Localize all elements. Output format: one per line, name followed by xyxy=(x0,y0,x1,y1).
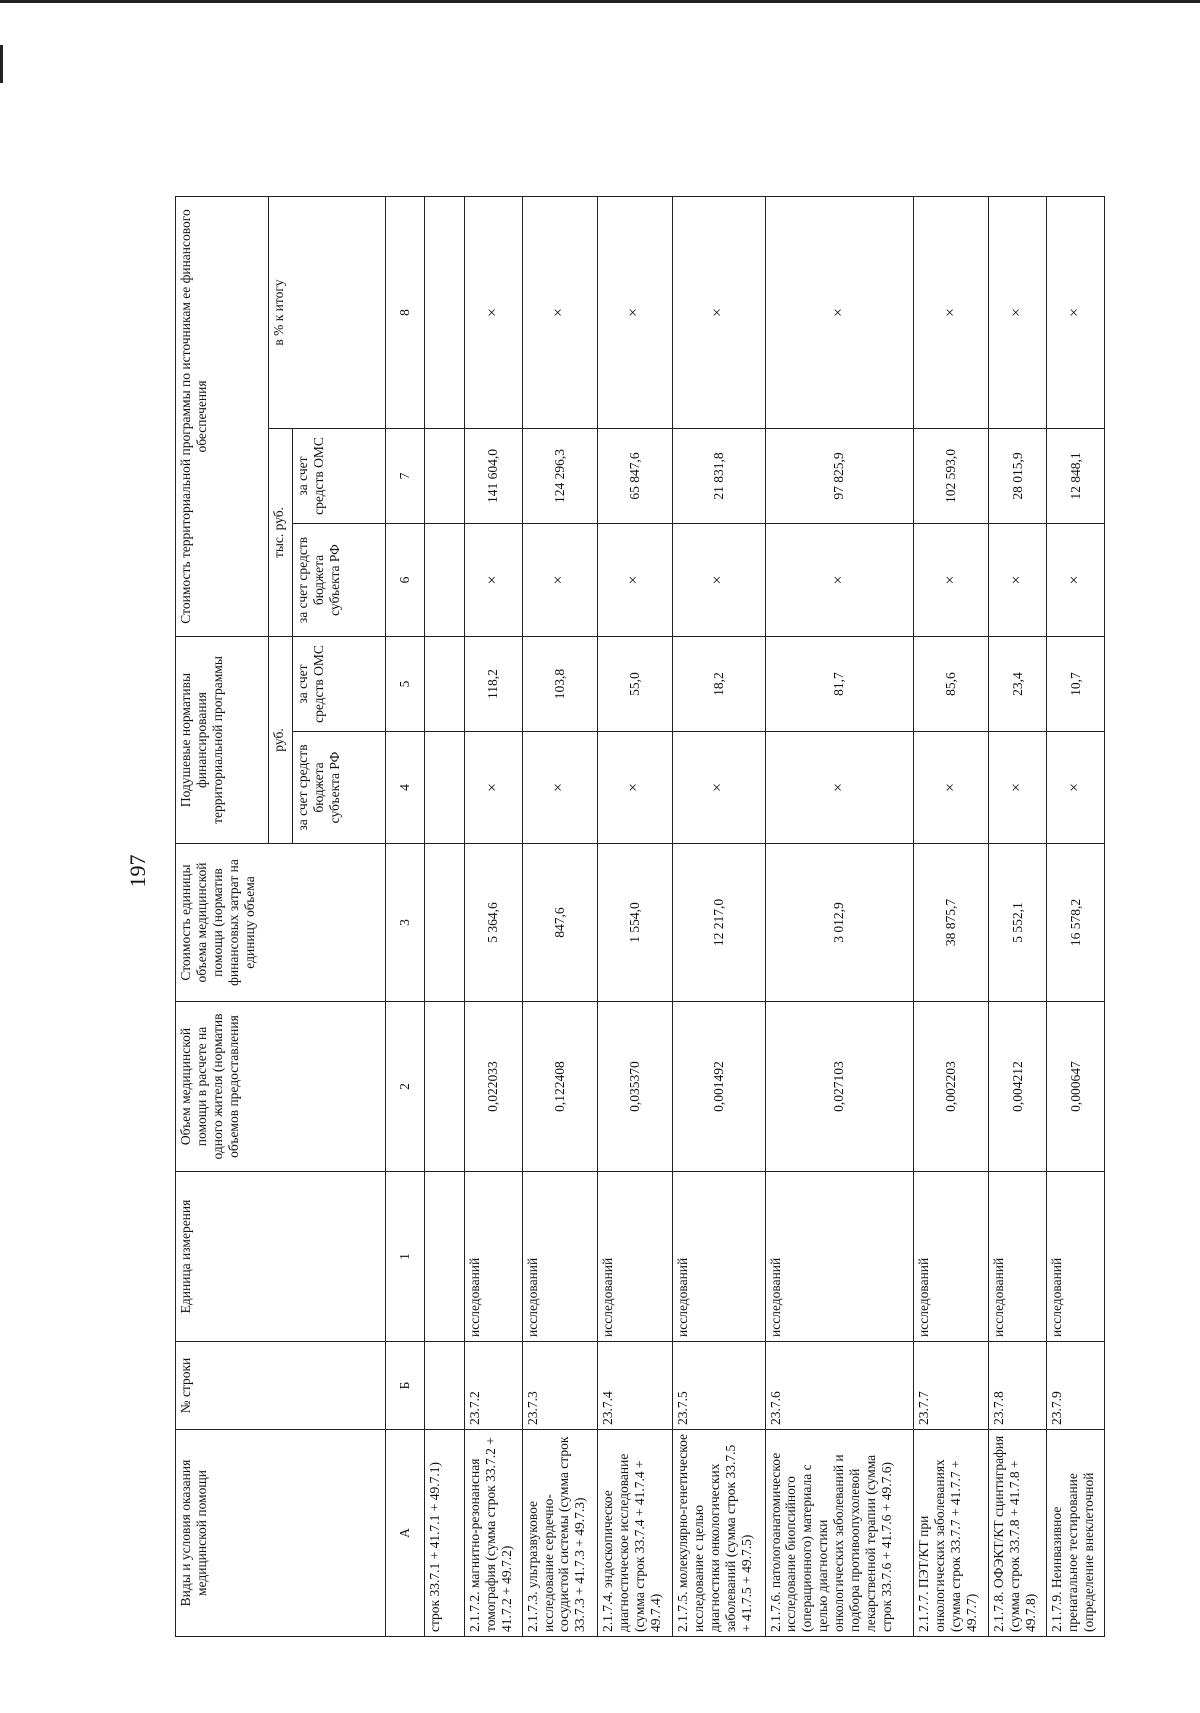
header-program-cost: Стоимость территориальной программы по источникам ее финансового обеспечения xyxy=(176,196,269,636)
row-volume: 0,004212 xyxy=(989,1002,1047,1172)
row-volume: 0,035370 xyxy=(597,1002,672,1172)
row-unit-cost: 1 554,0 xyxy=(597,844,672,1002)
header-budget-thous: за счет средств бюджета субъекта РФ xyxy=(293,523,386,636)
row-unit: исследований xyxy=(464,1172,522,1342)
row-unit: исследований xyxy=(672,1172,765,1342)
row-unit-cost: 847,6 xyxy=(522,844,597,1002)
row-oms-thous: 124 296,3 xyxy=(522,428,597,523)
row-volume: 0,000647 xyxy=(1047,1002,1105,1172)
header-per-capita-norms: Подушевые нормативы финансирования территориальной программы xyxy=(176,636,269,843)
row-name: 2.1.7.8. ОФЭКТ/КТ сцинтиграфия (сумма строк 33.7.8 + 41.7.8 + 49.7.8) xyxy=(989,1430,1047,1637)
row-line-no: 23.7.8 xyxy=(989,1342,1047,1430)
col-num: А xyxy=(386,1430,425,1637)
table-row xyxy=(1047,196,1105,1636)
row-unit: исследований xyxy=(989,1172,1047,1342)
row-budget-rub: × xyxy=(464,732,522,844)
row-oms-rub: 85,6 xyxy=(914,636,989,731)
row-oms-rub: 18,2 xyxy=(672,636,765,731)
row-name: 2.1.7.7. ПЭТ/КТ при онкологических заболеваниях (сумма строк 33.7.7 + 41.7.7 + 49.7.7) xyxy=(914,1430,989,1637)
row-oms-thous: 97 825,9 xyxy=(765,428,914,523)
row-oms-thous: 28 015,9 xyxy=(989,428,1047,523)
row-volume: 0,002203 xyxy=(914,1002,989,1172)
row-name: 2.1.7.4. эндоскопическое диагностическое исследование (сумма строк 33.7.4 + 41.7.4 + 49.7.4) xyxy=(597,1430,672,1637)
row-budget-rub: × xyxy=(914,732,989,844)
row-budget-thous: × xyxy=(914,523,989,636)
row-percent-total: × xyxy=(914,196,989,428)
row-oms-rub: 81,7 xyxy=(765,636,914,731)
row-line-no: 23.7.3 xyxy=(522,1342,597,1430)
row-oms-thous: 21 831,8 xyxy=(672,428,765,523)
row-volume: 0,122408 xyxy=(522,1002,597,1172)
row-budget-thous: × xyxy=(597,523,672,636)
table-row xyxy=(989,196,1047,1636)
row-name: 2.1.7.2. магнитно-резонансная томография (сумма строк 33.7.2 + 41.7.2 + 49.7.2) xyxy=(464,1430,522,1637)
row-line-no: 23.7.6 xyxy=(765,1342,914,1430)
row-line-no: 23.7.4 xyxy=(597,1342,672,1430)
table-row xyxy=(765,196,914,1636)
row-oms-thous: 12 848,1 xyxy=(1047,428,1105,523)
header-services: Виды и условия оказания медицинской помощи xyxy=(176,1430,386,1637)
col-num: 7 xyxy=(386,428,425,523)
continuation-text: строк 33.7.1 + 41.7.1 + 49.7.1) xyxy=(425,1430,464,1637)
row-budget-rub: × xyxy=(522,732,597,844)
row-oms-rub: 10,7 xyxy=(1047,636,1105,731)
cost-table xyxy=(175,196,1105,1637)
col-num: 8 xyxy=(386,196,425,428)
row-percent-total: × xyxy=(522,196,597,428)
row-budget-thous: × xyxy=(522,523,597,636)
table-row xyxy=(522,196,597,1636)
row-unit: исследований xyxy=(522,1172,597,1342)
row-volume: 0,001492 xyxy=(672,1002,765,1172)
header-volume: Объем медицинской помощи в расчете на одного жителя (норматив объемов предоставления xyxy=(176,1002,386,1172)
row-volume: 0,022033 xyxy=(464,1002,522,1172)
col-num: 6 xyxy=(386,523,425,636)
header-rub: руб. xyxy=(269,636,293,843)
row-oms-rub: 103,8 xyxy=(522,636,597,731)
row-budget-rub: × xyxy=(765,732,914,844)
row-line-no: 23.7.5 xyxy=(672,1342,765,1430)
row-budget-rub: × xyxy=(1047,732,1105,844)
header-budget-rub: за счет средств бюджета субъекта РФ xyxy=(293,732,386,844)
row-oms-rub: 55,0 xyxy=(597,636,672,731)
header-percent-total: в % к итогу xyxy=(269,196,386,428)
table-row xyxy=(464,196,522,1636)
column-number-row xyxy=(386,196,425,1636)
row-unit-cost: 5 552,1 xyxy=(989,844,1047,1002)
col-num: Б xyxy=(386,1342,425,1430)
table-row xyxy=(672,196,765,1636)
row-percent-total: × xyxy=(464,196,522,428)
header-line-no: № строки xyxy=(176,1342,386,1430)
row-oms-rub: 23,4 xyxy=(989,636,1047,731)
row-unit: исследований xyxy=(914,1172,989,1342)
row-budget-thous: × xyxy=(1047,523,1105,636)
scan-left-mark xyxy=(0,45,3,83)
row-unit: исследований xyxy=(765,1172,914,1342)
row-budget-thous: × xyxy=(464,523,522,636)
row-percent-total: × xyxy=(672,196,765,428)
row-budget-rub: × xyxy=(989,732,1047,844)
row-percent-total: × xyxy=(765,196,914,428)
row-percent-total: × xyxy=(1047,196,1105,428)
col-num: 2 xyxy=(386,1002,425,1172)
row-line-no: 23.7.2 xyxy=(464,1342,522,1430)
header-unit-cost: Стоимость единицы объема медицинской помощи (норматив финансовых затрат на единицу объема xyxy=(176,844,386,1002)
row-budget-rub: × xyxy=(672,732,765,844)
row-unit-cost: 38 875,7 xyxy=(914,844,989,1002)
header-thous-rub: тыс. руб. xyxy=(269,428,293,636)
row-name: 2.1.7.5. молекулярно-генетическое исследование с целью диагностики онкологических заболеваний (сумма строк 33.7.5 + 41.7.5 + 49.7.5) xyxy=(672,1430,765,1637)
col-num: 1 xyxy=(386,1172,425,1342)
col-num: 4 xyxy=(386,732,425,844)
row-oms-thous: 65 847,6 xyxy=(597,428,672,523)
row-oms-thous: 102 593,0 xyxy=(914,428,989,523)
page-number: 197 xyxy=(125,854,150,888)
row-volume: 0,027103 xyxy=(765,1002,914,1172)
row-budget-rub: × xyxy=(597,732,672,844)
header-oms-thous: за счет средств ОМС xyxy=(293,428,386,523)
row-unit: исследований xyxy=(1047,1172,1105,1342)
row-unit-cost: 12 217,0 xyxy=(672,844,765,1002)
table-row xyxy=(914,196,989,1636)
table-row xyxy=(597,196,672,1636)
continuation-row xyxy=(425,196,464,1636)
row-oms-rub: 118,2 xyxy=(464,636,522,731)
row-name: 2.1.7.9. Неинвазивное пренатальное тестирование (определение внеклеточной xyxy=(1047,1430,1105,1637)
header-oms-rub: за счет средств ОМС xyxy=(293,636,386,731)
row-line-no: 23.7.9 xyxy=(1047,1342,1105,1430)
col-num: 5 xyxy=(386,636,425,731)
row-unit-cost: 16 578,2 xyxy=(1047,844,1105,1002)
row-budget-thous: × xyxy=(765,523,914,636)
row-percent-total: × xyxy=(597,196,672,428)
row-budget-thous: × xyxy=(989,523,1047,636)
row-unit: исследований xyxy=(597,1172,672,1342)
row-name: 2.1.7.3. ультразвуковое исследование сердечно-сосудистой системы (сумма строк 33.7.3 + 41.7.3 + 49.7.3) xyxy=(522,1430,597,1637)
row-budget-thous: × xyxy=(672,523,765,636)
row-percent-total: × xyxy=(989,196,1047,428)
scan-top-edge xyxy=(0,0,1200,3)
col-num: 3 xyxy=(386,844,425,1002)
row-unit-cost: 5 364,6 xyxy=(464,844,522,1002)
row-line-no: 23.7.7 xyxy=(914,1342,989,1430)
row-oms-thous: 141 604,0 xyxy=(464,428,522,523)
rotated-table-container xyxy=(175,197,1105,1637)
row-name: 2.1.7.6. патологоанатомическое исследование биопсийного (операционного) материала с целью диагностики онкологических заболеваний и подбора противоопухолевой лекарственной терапии (сумма строк 33.7.6 + 41.7.6 + 49.7.6) xyxy=(765,1430,914,1637)
row-unit-cost: 3 012,9 xyxy=(765,844,914,1002)
header-unit: Единица измерения xyxy=(176,1172,386,1342)
